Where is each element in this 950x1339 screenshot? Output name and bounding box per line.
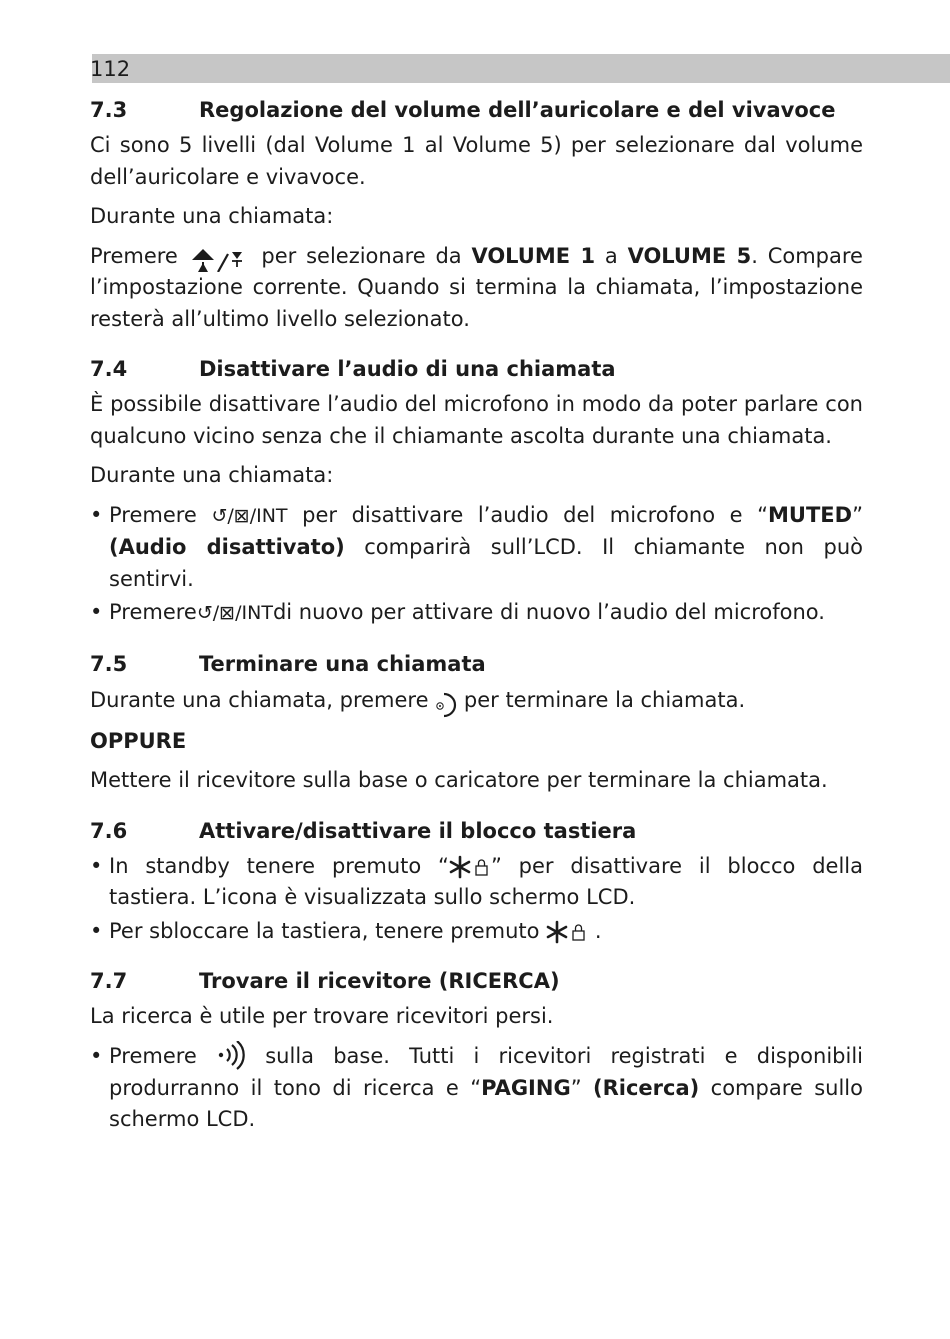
list-item: • Per sbloccare la tastiera, tenere premuto . bbox=[90, 916, 863, 948]
section-heading bbox=[90, 965, 863, 997]
section-number: 7.6 bbox=[90, 818, 128, 843]
paragraph: Durante una chiamata: bbox=[90, 463, 334, 487]
paragraph: Ci sono 5 livelli (dal Volume 1 al Volume 5) per selezionare dal volume dell’auricolare e vivavoce. bbox=[90, 133, 863, 189]
section-7-3 bbox=[90, 94, 863, 335]
star-lock-icon bbox=[449, 855, 491, 879]
section-7-5 bbox=[90, 648, 863, 797]
bullet-list bbox=[90, 500, 863, 630]
section-number: 7.7 bbox=[90, 969, 128, 993]
mute-int-key-icon: ↺/⊠/INT bbox=[196, 602, 273, 624]
paragraph: Mettere il ricevitore sulla base o caricatore per terminare la chiamata. bbox=[90, 768, 828, 792]
star-lock-icon bbox=[546, 920, 588, 944]
page-header-bar bbox=[92, 54, 950, 83]
section-7-4 bbox=[90, 353, 863, 630]
section-heading bbox=[90, 353, 863, 385]
bullet-list bbox=[90, 851, 863, 948]
page-content bbox=[90, 94, 863, 1154]
list-item: • Premere↺/⊠/INTdi nuovo per attivare di nuovo l’audio del microfono. bbox=[90, 597, 863, 630]
section-7-7 bbox=[90, 965, 863, 1136]
volume-up-down-icon bbox=[188, 242, 252, 272]
section-title: Terminare una chiamata bbox=[199, 651, 486, 676]
section-heading bbox=[90, 815, 863, 847]
paragraph: Durante una chiamata: bbox=[90, 204, 334, 228]
paragraph: Durante una chiamata, premere per terminare la chiamata. bbox=[90, 684, 863, 718]
section-number: 7.4 bbox=[90, 357, 128, 381]
paging-icon bbox=[216, 1041, 246, 1073]
list-item: • Premere ↺/⊠/INT per disattivare l’audio del microfono e “MUTED” (Audio disattivato) comparirà sull’LCD. Il chiamante non può sentirvi. bbox=[90, 500, 863, 596]
list-item: • In standby tenere premuto “ ” per disattivare il blocco della tastiera. L’icona è visualizzata sullo schermo LCD. bbox=[90, 851, 863, 914]
section-title: Trovare il ricevitore (RICERCA) bbox=[199, 969, 560, 993]
mute-int-key-icon: ↺/⊠/INT bbox=[211, 504, 288, 527]
section-title: Regolazione del volume dell’auricolare e del vivavoce bbox=[199, 98, 836, 122]
page-number: 112 bbox=[90, 57, 131, 81]
paragraph: OPPURE bbox=[90, 728, 187, 753]
section-7-6 bbox=[90, 815, 863, 948]
section-title: Disattivare l’audio di una chiamata bbox=[199, 357, 616, 381]
section-number: 7.3 bbox=[90, 98, 128, 122]
paragraph: Premere per selezionare da VOLUME 1 a VOLUME 5. Compare l’impostazione corrente. Quando si termina la chiamata, l’impostazione resterà all’ultimo livello selezionato. bbox=[90, 243, 863, 331]
section-heading bbox=[90, 94, 863, 126]
section-title: Attivare/disattivare il blocco tastiera bbox=[199, 818, 637, 843]
section-heading bbox=[90, 648, 863, 680]
paragraph: La ricerca è utile per trovare ricevitori persi. bbox=[90, 1004, 554, 1028]
paragraph: È possibile disattivare l’audio del microfono in modo da poter parlare con qualcuno vicino senza che il chiamante ascolta durante una chiamata. bbox=[90, 392, 863, 448]
end-call-icon bbox=[435, 684, 457, 718]
list-item: • Premere sulla base. Tutti i ricevitori registrati e disponibili produrranno il tono di ricerca e “PAGING” (Ricerca) compare sullo schermo LCD. bbox=[90, 1041, 863, 1136]
bullet-list bbox=[90, 1041, 863, 1136]
section-number: 7.5 bbox=[90, 651, 128, 676]
